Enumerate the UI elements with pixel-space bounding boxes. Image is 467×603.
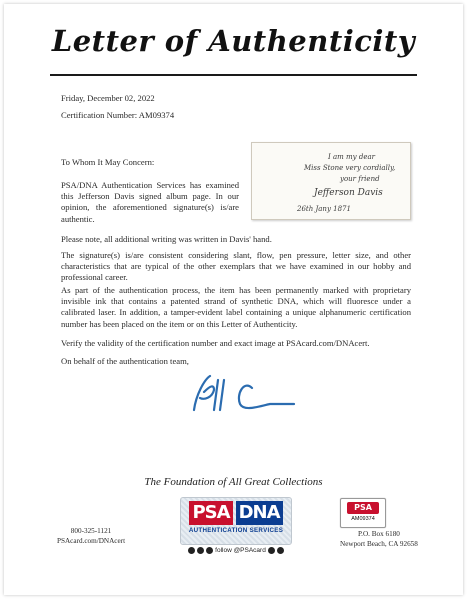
certification-number: Certification Number: AM09374 (61, 110, 175, 120)
psa-dna-logo (180, 497, 292, 545)
twitter-icon[interactable] (197, 547, 204, 554)
album-line-1: I am my dear (328, 153, 375, 161)
authenticator-signature (174, 370, 304, 420)
page-title: Letter of Authenticity (51, 24, 416, 58)
signed-album-page-image (251, 142, 411, 220)
letter-date: Friday, December 02, 2022 (61, 93, 155, 103)
facebook-icon[interactable] (188, 547, 195, 554)
label-cert-number: AM09374 (351, 516, 375, 522)
title-divider (50, 74, 417, 76)
album-line-3: your friend (340, 175, 380, 183)
paragraph-consistency: The signature(s) is/are consistent considering slant, flow, pen pressure, letter size, and other characteristics that are typical of the other exemplars that we have examined in our hobby and professional career. (61, 250, 411, 283)
website-link[interactable]: PSAcard.com/DNAcert (57, 537, 126, 545)
threads-icon[interactable] (277, 547, 284, 554)
tamper-evident-label (340, 498, 386, 528)
album-line-2: Miss Stone very cordially, (304, 164, 396, 172)
paragraph-additional-writing: Please note, all additional writing was written in Davis' hand. (61, 234, 272, 244)
logo-psa: PSA (189, 501, 232, 525)
album-signature: Jefferson Davis (314, 188, 383, 198)
paragraph-process: As part of the authentication process, the item has been permanently marked with proprietary invisible ink that contains a patented strand of synthetic DNA, which will fluoresce under a calibrated laser. In addition, a tamper-evident label containing a unique alphanumeric certification number has been placed on the item or on this Letter of Authenticity. (61, 285, 411, 329)
contact-left (57, 526, 125, 546)
social-links (180, 547, 292, 554)
logo-dna: DNA (236, 501, 283, 525)
label-psa-logo: PSA (347, 502, 379, 514)
po-box: P.O. Box 6180 (357, 530, 400, 538)
social-handle: follow @PSAcard (215, 547, 266, 554)
city-address: Newport Beach, CA 92658 (340, 540, 418, 548)
album-date: 26th Jany 1871 (297, 205, 351, 213)
paragraph-examined: PSA/DNA Authentication Services has examined this Jefferson Davis signed album page. In our opinion, the aforementioned signature(s) is/are authentic. (61, 180, 239, 224)
foundation-tagline: The Foundation of All Great Collections (144, 476, 323, 488)
logo-subtitle: AUTHENTICATION SERVICES (188, 527, 284, 534)
album-handwriting (252, 143, 410, 219)
letter-page (4, 4, 463, 595)
youtube-icon[interactable] (268, 547, 275, 554)
instagram-icon[interactable] (206, 547, 213, 554)
paragraph-verify: Verify the validity of the certification number and exact image at PSAcard.com/DNAcert. (61, 338, 370, 348)
salutation: To Whom It May Concern: (61, 157, 155, 167)
phone-number: 800-325-1121 (70, 527, 112, 535)
paragraph-closing: On behalf of the authentication team, (61, 356, 189, 366)
contact-right (340, 529, 418, 549)
